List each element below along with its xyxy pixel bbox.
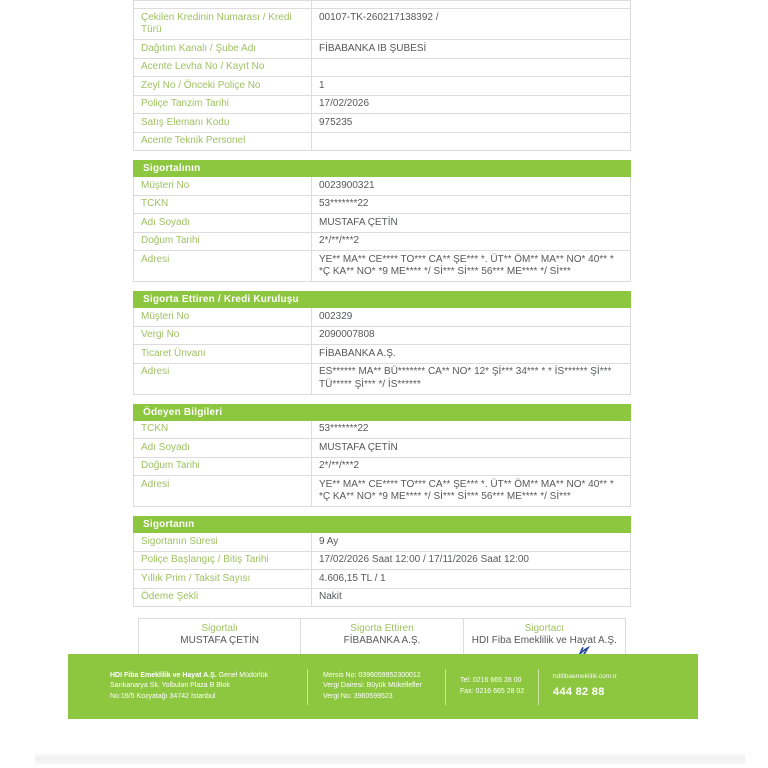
table-row xyxy=(134,113,630,132)
row-label: TCKN xyxy=(134,421,312,439)
row-label: Ödeme Şekli xyxy=(134,589,312,607)
row-value: 2*/**/***2 xyxy=(319,460,360,471)
company-footer-bar xyxy=(68,654,698,719)
footer-mersis: Mersis No: 0396059952300012 xyxy=(323,671,421,679)
row-label: Müşteri No xyxy=(134,308,312,326)
table-row xyxy=(134,232,630,251)
table-row xyxy=(134,421,630,439)
signature-title: Sigortacı xyxy=(524,623,565,634)
row-label: Müşteri No xyxy=(134,177,312,195)
table-row xyxy=(134,132,630,151)
row-label: Adresi xyxy=(134,364,312,394)
section-header: Sigortanın xyxy=(133,516,631,533)
row-value: YE** MA** CE**** TO*** CA** ŞE*** *. ÜT** ÖM** MA** NO* 40** * *Ç KA** NO* *9 ME**** */ Sİ*** Sİ*** 56*** ME**** */ Sİ*** xyxy=(319,478,614,502)
row-label: Poliçe Başlangıç / Bitiş Tarihi xyxy=(134,552,312,570)
table-row xyxy=(134,58,630,77)
table-row xyxy=(134,326,630,345)
section-header: Sigorta Ettiren / Kredi Kuruluşu xyxy=(133,291,631,308)
row-label: Satış Elemanı Kodu xyxy=(134,114,312,132)
table-row xyxy=(134,8,630,39)
table-row xyxy=(134,363,630,394)
table-row xyxy=(134,551,630,570)
row-value: FİBABANKA IB ŞUBESİ xyxy=(319,42,427,54)
row-value: YE** MA** CE**** TO*** CA** ŞE*** *. ÜT** ÖM** MA** NO* 40** * *Ç KA** NO* *9 ME**** */ Sİ*** Sİ*** 56*** ME**** */ Sİ*** xyxy=(319,253,614,277)
row-label: Adresi xyxy=(134,251,312,281)
table-row xyxy=(134,177,630,195)
footer-website: hdifibaemeklilik.com.tr xyxy=(553,673,617,681)
table-row xyxy=(134,475,630,506)
row-value: 0023900321 xyxy=(319,179,375,191)
row-label: Acente Teknik Personel xyxy=(134,133,312,151)
footer-company-name: HDI Fiba Emeklilik ve Hayat A.Ş. xyxy=(110,671,217,679)
table-row xyxy=(134,95,630,114)
footer-contact-block xyxy=(460,676,538,697)
section-table xyxy=(133,177,631,282)
footer-fax: Fax: 0216 665 28 02 xyxy=(460,687,525,695)
row-value: 975235 xyxy=(319,116,353,128)
section-table xyxy=(133,421,631,508)
footer-divider xyxy=(307,669,308,705)
row-label: Yıllık Prim / Taksit Sayısı xyxy=(134,570,312,588)
signature-title: Sigortalı xyxy=(201,623,238,634)
footer-company-suffix: Genel Müdürlük xyxy=(216,671,269,679)
table-row xyxy=(134,457,630,476)
policy-section xyxy=(133,0,631,151)
row-label: TCKN xyxy=(134,196,312,214)
table-row xyxy=(134,250,630,281)
policy-sections xyxy=(133,0,631,607)
row-label: Acente Levha No / Kayıt No xyxy=(134,59,312,77)
policy-section xyxy=(133,404,631,508)
row-value xyxy=(312,59,630,77)
row-value: MUSTAFA ÇETİN xyxy=(319,441,398,453)
footer-divider xyxy=(445,669,446,705)
row-label: Adı Soyadı xyxy=(134,439,312,457)
row-value: 00107-TK-260217138392 / xyxy=(319,11,439,23)
signature-name: FİBABANKA A.Ş. xyxy=(343,635,421,646)
table-row xyxy=(134,1,630,8)
row-value: Nakit xyxy=(319,591,342,602)
row-label: Çekilen Kredinin Numarası / Kredi Türü xyxy=(134,9,312,39)
row-value: FİBABANKA A.Ş. xyxy=(319,347,396,359)
row-label: Doğum Tarihi xyxy=(134,458,312,476)
row-value: 002329 xyxy=(319,310,353,322)
table-row xyxy=(134,569,630,588)
section-header: Sigortalının xyxy=(133,160,631,177)
footer-hotline-block xyxy=(553,672,617,700)
footer-vergi-no: Vergi No: 3960599523 xyxy=(323,692,393,700)
table-row xyxy=(134,533,630,551)
row-value: 53*******22 xyxy=(319,198,369,209)
section-table xyxy=(133,533,631,607)
footer-address-line2: Sarıkanarya Sk. Yolbulan Plaza B Blok xyxy=(110,682,230,690)
footer-address-block xyxy=(110,671,307,703)
row-value xyxy=(312,1,630,8)
policy-section xyxy=(133,291,631,395)
section-header: Ödeyen Bilgileri xyxy=(133,404,631,421)
table-row xyxy=(134,438,630,457)
footer-vergi-dairesi: Vergi Dairesi: Büyük Mükellefler xyxy=(323,682,422,690)
row-label xyxy=(134,1,312,8)
footer-tel: Tel: 0216 665 28 00 xyxy=(460,677,522,684)
row-value: 17/02/2026 xyxy=(319,98,370,109)
row-value xyxy=(312,133,630,151)
policy-section xyxy=(133,160,631,282)
policy-section xyxy=(133,516,631,607)
row-value: MUSTAFA ÇETİN xyxy=(319,216,398,228)
row-value: 17/02/2026 Saat 12:00 / 17/11/2026 Saat 12:00 xyxy=(319,554,529,565)
policy-document xyxy=(133,0,631,681)
row-value: 9 Ay xyxy=(319,535,339,547)
row-label: Adı Soyadı xyxy=(134,214,312,232)
row-value: 53*******22 xyxy=(319,423,369,434)
row-label: Adresi xyxy=(134,476,312,506)
row-value: 2*/**/***2 xyxy=(319,235,360,246)
signature-name: HDI Fiba Emeklilik ve Hayat A.Ş. xyxy=(471,635,617,646)
row-value: 2090007808 xyxy=(319,329,375,340)
table-row xyxy=(134,308,630,326)
table-row xyxy=(134,588,630,607)
row-value: 4.606,15 TL / 1 xyxy=(319,572,386,584)
footer-phone: 444 82 88 xyxy=(553,686,605,699)
row-label: Dağıtım Kanalı / Şube Adı xyxy=(134,40,312,58)
table-row xyxy=(134,344,630,363)
row-label: Ticaret Ünvanı xyxy=(134,345,312,363)
section-table xyxy=(133,0,631,151)
signature-name: MUSTAFA ÇETİN xyxy=(180,635,260,646)
footer-address-line3: No:16/5 Kozyatağı 34742 İstanbul xyxy=(110,692,216,700)
next-page-edge xyxy=(35,752,745,765)
footer-tax-block xyxy=(323,671,445,703)
footer-divider xyxy=(538,669,539,705)
row-label: Sigortanın Süresi xyxy=(134,533,312,551)
row-label: Poliçe Tanzim Tarihi xyxy=(134,96,312,114)
row-value: ES****** MA** BÜ******* CA** NO* 12* Şİ*** 34*** * * İS****** Şİ*** TÜ***** Şİ*** */ İS****** xyxy=(319,366,612,390)
row-value: 1 xyxy=(319,79,325,91)
table-row xyxy=(134,195,630,214)
table-row xyxy=(134,213,630,232)
section-table xyxy=(133,308,631,395)
table-row xyxy=(134,39,630,58)
signature-title: Sigorta Ettiren xyxy=(350,623,414,634)
table-row xyxy=(134,76,630,95)
row-label: Doğum Tarihi xyxy=(134,233,312,251)
row-label: Zeyl No / Önceki Poliçe No xyxy=(134,77,312,95)
row-label: Vergi No xyxy=(134,327,312,345)
